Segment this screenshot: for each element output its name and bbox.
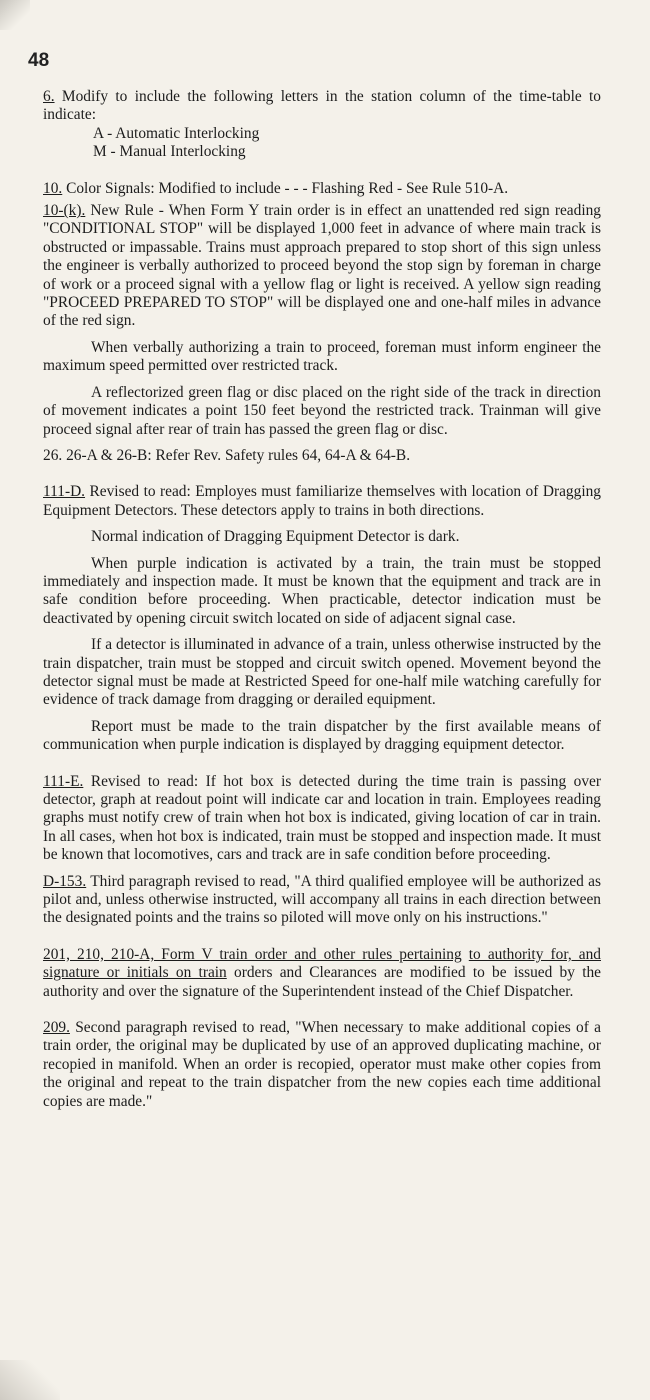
paragraph: When purple indication is activated by a train, the train must be stopped immediately and inspection made. It must be known that the equipment and track are in safe condition before proceeding. When practicable, detector indication must be deactivated by opening circuit switch located on side of adjacent signal case.: [43, 554, 601, 627]
list-item: A - Automatic Interlocking: [93, 124, 260, 142]
rule-ref: 111-D.: [43, 483, 86, 501]
list-item: M - Manual Interlocking: [93, 143, 246, 161]
rule-10k: [43, 202, 601, 331]
rule-ref: 209.: [43, 1019, 70, 1037]
rule-ref: 10.: [43, 179, 63, 197]
rule-ref: 6.: [43, 88, 55, 105]
paragraph: A reflectorized green flag or disc placed on the right side of the track in direction of movement indicates a point 150 feet beyond the restricted track. Trainman will give proceed signal after rear of train has passed the green flag or disc.: [43, 383, 601, 438]
rule-text: New Rule - When Form Y train order is in effect an unattended red sign reading "CONDITIONAL STOP" will be displayed 1,000 feet in advance of where main track is obstructed or impassable. Trains must approach prepared to stop short of this sign unless the engineer is verbally authorized to proceed beyond the stop sign by foreman in charge of work or a proceed signal with a yellow flag or light is received. A yellow sign reading "PROCEED PREPARED TO STOP" will be displayed one and one-half miles in advance of the red sign.: [43, 202, 601, 330]
rule-10: [43, 180, 601, 198]
rule-209: [43, 1019, 601, 1111]
rule-26: 26. 26-A & 26-B: Refer Rev. Safety rules 64, 64-A & 64-B.: [43, 446, 411, 464]
rule-111d: [43, 483, 601, 520]
rule-ref: to authority for, and signature or initials on train: [43, 945, 601, 982]
paragraph: When verbally authorizing a train to proceed, foreman must inform engineer the maximum speed permitted over restricted track.: [43, 338, 601, 375]
rule-text: Revised to read: If hot box is detected during the time train is passing over detector, graph at readout point will indicate car and location in train. Employees reading graphs must notify crew of train when hot box is indicated, giving location of car in train. In all cases, when hot box is indicated, train must be stopped and inspection made. It must be known that locomotives, cars and track are in safe condition before proceeding.: [43, 772, 601, 864]
rule-201: [43, 946, 601, 1001]
rule-text: Modify to include the following letters in the station column of the time-table to indicate:: [43, 88, 601, 124]
rule-ref: 201, 210, 210-A, Form V train order and other rules pertaining: [43, 945, 462, 963]
rule-6: [43, 88, 601, 125]
page-bottom-shadow: [0, 1360, 60, 1400]
rule-ref: 10-(k).: [43, 202, 86, 220]
rule-ref: D-153.: [43, 872, 87, 890]
rule-text: Revised to read: Employes must familiarize themselves with location of Dragging Equipment Detectors. These detectors apply to trains in both directions.: [43, 483, 601, 519]
rule-text: Third paragraph revised to read, "A third qualified employee will be authorized as pilot and, unless otherwise instructed, will accompany all trains in each direction between the designated points and the trains so piloted will move only on his instructions.": [43, 872, 601, 927]
paragraph: Report must be made to the train dispatcher by the first available means of communication when purple indication is displayed by dragging equipment detector.: [43, 717, 601, 754]
rule-d153: [43, 873, 601, 928]
page-number: 48: [28, 50, 50, 71]
paragraph: If a detector is illuminated in advance of a train, unless otherwise instructed by the train dispatcher, train must be stopped and circuit switch opened. Movement beyond the detector signal must be made at Restricted Speed for one-half mile watching carefully for evidence of track damage from dragging or derailed equipment.: [43, 636, 601, 709]
rule-text: Color Signals: Modified to include - - - Flashing Red - See Rule 510-A.: [62, 179, 509, 197]
rule-ref: 111-E.: [43, 772, 84, 790]
page-corner-shadow: [0, 0, 30, 30]
rule-text: Second paragraph revised to read, "When necessary to make additional copies of a train order, the original may be duplicated by use of an approved duplicating machine, or recopied in manifold. When an order is recopied, operator must make other copies from the original and repeat to the train dispatcher from the new copies each time additional copies are made.": [43, 1019, 601, 1110]
rule-text-body: [43, 88, 601, 1111]
rule-text: orders and Clearances are modified to be issued by the authority and over the signature of the Superintendent instead of the Chief Dispatcher.: [43, 964, 601, 1000]
rule-111e: [43, 773, 601, 865]
paragraph: Normal indication of Dragging Equipment Detector is dark.: [91, 528, 460, 546]
